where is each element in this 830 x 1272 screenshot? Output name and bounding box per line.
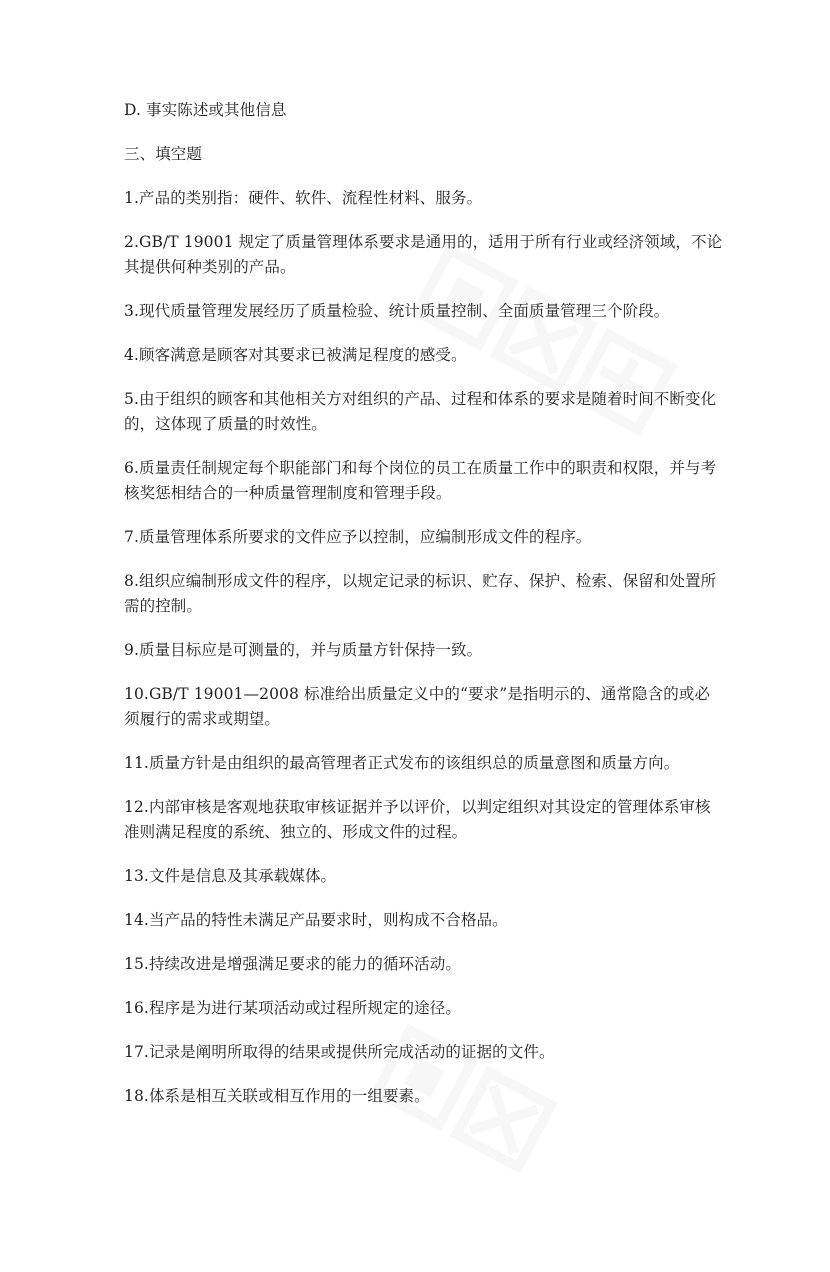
document-body bbox=[124, 98, 724, 1128]
fill-blank-item-1: 1.产品的类别指：硬件、软件、流程性材料、服务。 bbox=[124, 189, 483, 207]
fill-blank-item-9: 9.质量目标应是可测量的，并与质量方针保持一致。 bbox=[124, 641, 483, 659]
fill-blank-item-10: 10.GB/T 19001—2008 标准给出质量定义中的“要求”是指明示的、通常隐含的或必须履行的需求或期望。 bbox=[124, 685, 711, 728]
fill-blank-item-8: 8.组织应编制形成文件的程序，以规定记录的标识、贮存、保护、检索、保留和处置所需的控制。 bbox=[124, 572, 717, 615]
fill-blank-item-16: 16.程序是为进行某项活动或过程所规定的途径。 bbox=[124, 999, 461, 1017]
fill-blank-item-15: 15.持续改进是增强满足要求的能力的循环活动。 bbox=[124, 955, 461, 973]
section-title: 三、填空题 bbox=[124, 145, 203, 163]
fill-blank-item-6: 6.质量责任制规定每个职能部门和每个岗位的员工在质量工作中的职责和权限，并与考核奖惩相结合的一种质量管理制度和管理手段。 bbox=[124, 459, 717, 502]
fill-blank-item-2: 2.GB/T 19001 规定了质量管理体系要求是通用的，适用于所有行业或经济领域，不论其提供何种类别的产品。 bbox=[124, 233, 723, 276]
fill-blank-item-11: 11.质量方针是由组织的最高管理者正式发布的该组织总的质量意图和质量方向。 bbox=[124, 754, 680, 772]
fill-blank-item-5: 5.由于组织的顾客和其他相关方对组织的产品、过程和体系的要求是随着时间不断变化的，这体现了质量的时效性。 bbox=[124, 390, 717, 433]
fill-blank-item-7: 7.质量管理体系所要求的文件应予以控制，应编制形成文件的程序。 bbox=[124, 528, 592, 546]
fill-blank-item-14: 14.当产品的特性未满足产品要求时，则构成不合格品。 bbox=[124, 911, 508, 929]
option-d: D. 事实陈述或其他信息 bbox=[124, 101, 287, 119]
fill-blank-item-18: 18.体系是相互关联或相互作用的一组要素。 bbox=[124, 1087, 430, 1105]
fill-blank-item-3: 3.现代质量管理发展经历了质量检验、统计质量控制、全面质量管理三个阶段。 bbox=[124, 302, 670, 320]
fill-blank-item-12: 12.内部审核是客观地获取审核证据并予以评价，以判定组织对其设定的管理体系审核准则满足程度的系统、独立的、形成文件的过程。 bbox=[124, 798, 711, 841]
fill-blank-item-4: 4.顾客满意是顾客对其要求已被满足程度的感受。 bbox=[124, 346, 467, 364]
fill-blank-item-13: 13.文件是信息及其承载媒体。 bbox=[124, 867, 337, 885]
fill-blank-item-17: 17.记录是阐明所取得的结果或提供所完成活动的证据的文件。 bbox=[124, 1043, 555, 1061]
